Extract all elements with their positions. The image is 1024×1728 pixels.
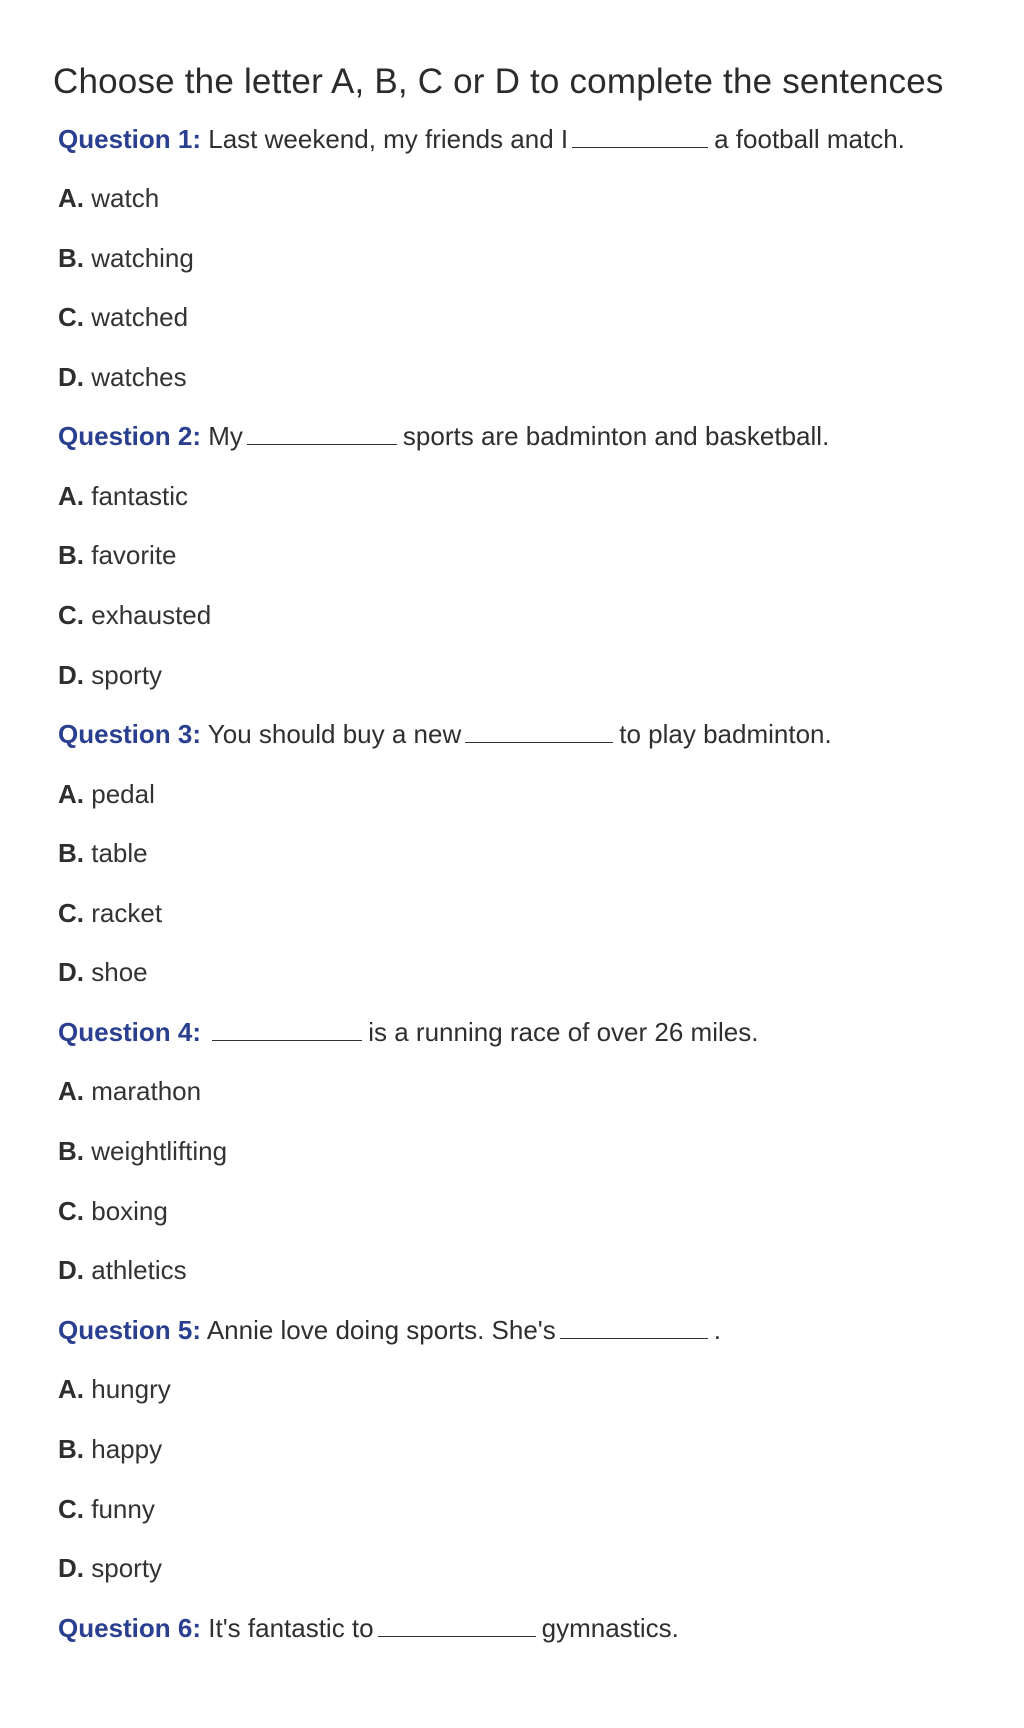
option-letter: C. xyxy=(58,600,84,630)
option-letter: D. xyxy=(58,957,84,987)
answer-blank xyxy=(572,125,708,148)
question-text-before: Last weekend, my friends and I xyxy=(208,124,569,154)
question-label: Question 1: xyxy=(58,124,202,154)
question-text-before: It's fantastic to xyxy=(208,1613,374,1643)
answer-blank xyxy=(560,1316,708,1339)
option-text: fantastic xyxy=(91,481,189,511)
option-c xyxy=(58,1196,168,1227)
option-c xyxy=(58,302,188,333)
option-a xyxy=(58,1076,201,1107)
option-text: table xyxy=(91,838,148,868)
option-text: weightlifting xyxy=(91,1136,228,1166)
option-d xyxy=(58,1553,162,1584)
option-text: watch xyxy=(91,183,160,213)
option-text: shoe xyxy=(91,957,148,987)
option-letter: A. xyxy=(58,779,84,809)
question-text-after: a football match. xyxy=(714,124,905,154)
option-letter: B. xyxy=(58,1136,84,1166)
question-text-before: Annie love doing sports. She's xyxy=(206,1315,556,1345)
option-d xyxy=(58,362,187,393)
question-text-after: gymnastics. xyxy=(541,1613,679,1643)
option-letter: B. xyxy=(58,1434,84,1464)
option-d xyxy=(58,957,148,988)
option-text: sporty xyxy=(91,1553,163,1583)
question-label: Question 3: xyxy=(58,719,202,749)
option-letter: A. xyxy=(58,1374,84,1404)
question-label: Question 5: xyxy=(58,1315,202,1345)
option-text: favorite xyxy=(91,540,177,570)
question-text-after: to play badminton. xyxy=(619,719,832,749)
option-c xyxy=(58,600,211,631)
option-d xyxy=(58,1255,187,1286)
option-a xyxy=(58,1374,171,1405)
option-letter: C. xyxy=(58,302,84,332)
answer-blank xyxy=(212,1018,362,1041)
option-c xyxy=(58,1494,155,1525)
option-text: pedal xyxy=(91,779,155,809)
question-5 xyxy=(58,1315,721,1346)
option-b xyxy=(58,838,148,869)
option-letter: C. xyxy=(58,1494,84,1524)
option-text: exhausted xyxy=(91,600,212,630)
question-text-after: . xyxy=(713,1315,722,1345)
option-letter: D. xyxy=(58,1553,84,1583)
option-text: happy xyxy=(91,1434,163,1464)
option-letter: B. xyxy=(58,838,84,868)
option-letter: B. xyxy=(58,243,84,273)
option-letter: D. xyxy=(58,660,84,690)
question-text-before: You should buy a new xyxy=(207,719,462,749)
option-letter: C. xyxy=(58,1196,84,1226)
option-letter: D. xyxy=(58,362,84,392)
answer-blank xyxy=(378,1614,536,1637)
question-6 xyxy=(58,1613,679,1644)
option-text: watched xyxy=(91,302,189,332)
option-letter: A. xyxy=(58,1076,84,1106)
question-text-after: is a running race of over 26 miles. xyxy=(368,1017,759,1047)
option-b xyxy=(58,1136,227,1167)
question-label: Question 2: xyxy=(58,421,202,451)
option-letter: A. xyxy=(58,481,84,511)
question-label: Question 6: xyxy=(58,1613,202,1643)
option-text: hungry xyxy=(91,1374,171,1404)
answer-blank xyxy=(247,422,397,445)
question-3 xyxy=(58,719,832,750)
option-text: boxing xyxy=(91,1196,168,1226)
option-c xyxy=(58,898,162,929)
question-text-after: sports are badminton and basketball. xyxy=(402,421,830,451)
question-2 xyxy=(58,421,829,452)
question-label: Question 4: xyxy=(58,1017,202,1047)
worksheet-title: Choose the letter A, B, C or D to complete the sentences xyxy=(53,62,944,101)
option-text: watching xyxy=(91,243,194,273)
question-1 xyxy=(58,124,905,155)
option-b xyxy=(58,243,194,274)
option-text: watches xyxy=(91,362,187,392)
option-letter: A. xyxy=(58,183,84,213)
question-4 xyxy=(58,1017,758,1048)
option-text: marathon xyxy=(91,1076,202,1106)
option-a xyxy=(58,481,188,512)
option-b xyxy=(58,1434,162,1465)
option-text: funny xyxy=(91,1494,155,1524)
option-text: sporty xyxy=(91,660,163,690)
option-letter: C. xyxy=(58,898,84,928)
option-b xyxy=(58,540,177,571)
option-d xyxy=(58,660,162,691)
option-text: athletics xyxy=(91,1255,187,1285)
question-text-before: My xyxy=(208,421,243,451)
option-a xyxy=(58,183,159,214)
option-text: racket xyxy=(91,898,163,928)
answer-blank xyxy=(465,720,613,743)
option-letter: D. xyxy=(58,1255,84,1285)
option-a xyxy=(58,779,155,810)
option-letter: B. xyxy=(58,540,84,570)
